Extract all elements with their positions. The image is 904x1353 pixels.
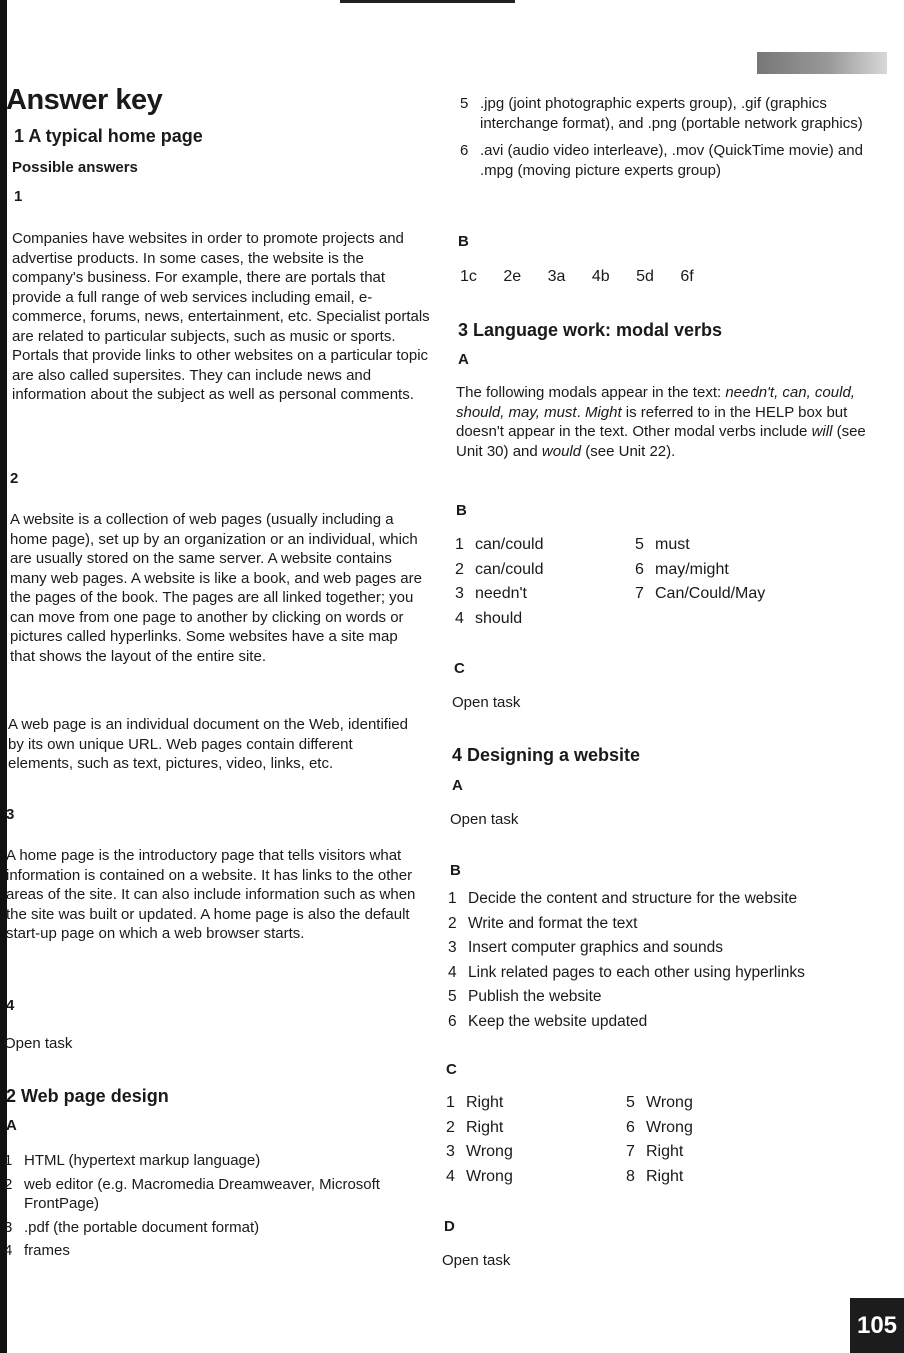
section-2-a-list [4,1151,424,1261]
item-text: Decide the content and structure for the website [468,890,798,907]
q1-label: 1 [14,188,23,205]
list-item [460,94,880,133]
text: is referred to in the HELP box but doesn't appear in the text. Other modal verbs include [456,403,848,440]
section-2-b-label: B [458,233,469,250]
item-number: 1 [4,1152,13,1169]
answer-item [446,1140,626,1165]
section-4-c-label: C [446,1061,457,1078]
answer-item [635,582,815,607]
answer-item [446,1091,626,1116]
section-4-c-answers [446,1091,806,1189]
item-number: 6 [626,1118,635,1136]
item-text: Right [466,1118,504,1136]
section-2-a-label: A [6,1117,17,1134]
item-number: 6 [460,142,469,159]
list-item [448,961,868,986]
item-text: Write and format the text [468,914,638,932]
item-number: 5 [626,1094,635,1111]
item-text: Insert computer graphics and sounds [468,939,724,956]
section-3-b-answers [455,533,815,631]
section-3-heading: 3 Language work: modal verbs [458,320,723,340]
section-1-heading: 1 A typical home page [14,126,203,146]
item-text: .jpg (joint photographic experts group), .gif (graphics interchange format), and .png (portable network graphics) [480,95,863,132]
answer: 6f [680,268,694,285]
item-number: 4 [4,1242,13,1259]
item-number: 3 [455,585,464,602]
item-text: must [655,536,690,553]
section-4-d-label: D [444,1218,455,1235]
answer-column-left [446,1091,626,1189]
answer-item [455,607,635,632]
answer-item [455,558,635,583]
q4-label: 4 [6,997,15,1014]
modal-word: will [811,423,833,440]
section-4-heading: 4 Designing a website [452,745,641,765]
answer-item [635,558,815,583]
item-text: Right [466,1094,504,1111]
page-title: Answer key [6,84,163,116]
item-number: 4 [446,1167,455,1185]
list-item [4,1175,424,1214]
text: (see Unit 30) and [456,423,866,460]
item-text: Right [646,1143,684,1160]
item-number: 2 [448,914,457,932]
section-4-a-answer: Open task [450,811,519,828]
item-number: 1 [455,536,464,553]
item-text: needn't [475,585,527,602]
answer-item [626,1140,806,1165]
answer-column-right [626,1091,806,1189]
list-item [448,912,868,937]
answer-item [626,1165,806,1190]
section-2-heading: 2 Web page design [6,1086,169,1106]
modal-word: Might [584,403,622,421]
answer: 2e [503,268,522,285]
q2-answer-b: A web page is an individual document on the Web, identified by its own unique URL. Web pages contain different elements, such as text, pictures, video, links, etc. [8,716,408,772]
item-number: 6 [635,560,644,578]
item-number: 8 [626,1167,635,1185]
text: The following modals appear in the text: [456,384,726,401]
answer: 5d [636,268,654,285]
section-4-d-answer: Open task [442,1252,511,1269]
answer-item [626,1116,806,1141]
answer-column-right [635,533,815,631]
text: . [576,403,585,421]
item-text: Keep the website updated [468,1012,648,1030]
section-3-c-label: C [454,660,465,677]
list-item [448,936,868,961]
section-3-b-label: B [456,502,467,519]
item-text: web editor (e.g. Macromedia Dreamweaver, Microsoft FrontPage) [24,1175,380,1212]
list-item [4,1218,424,1238]
item-number: 2 [446,1118,455,1136]
item-text: Wrong [646,1118,693,1136]
answer-item [455,533,635,558]
answer-item [446,1165,626,1190]
list-item [448,887,868,912]
item-number: 4 [448,963,457,981]
item-number: 2 [455,560,464,578]
section-3-a-label: A [458,351,469,368]
item-text: frames [24,1242,70,1259]
list-item [4,1151,424,1171]
answer: 1c [460,268,477,285]
section-2-a-list-cont [460,94,880,180]
item-number: 3 [4,1218,13,1236]
item-number: 3 [446,1143,455,1160]
item-text: .pdf (the portable document format) [24,1218,260,1236]
answer-item [635,533,815,558]
answer-item [455,582,635,607]
item-number: 3 [448,939,457,956]
item-text: should [475,609,523,627]
list-item [448,1010,868,1035]
item-number: 5 [635,536,644,553]
corner-tab [757,52,887,74]
q4-answer: Open task [4,1035,73,1052]
item-number: 5 [448,988,457,1005]
item-text: can/could [475,536,544,553]
section-2-b-answers [460,268,716,286]
page-number: 105 [850,1298,904,1353]
item-number: 5 [460,95,469,112]
item-number: 6 [448,1012,457,1030]
q2-answer-a: A website is a collection of web pages (usually including a home page), set up by an organization or an individual, which are usually stored on the same server. A website contains many web pages. A website is like a book, and web pages are the pages of the book. The pages are all linked together; you can move from one page to another by clicking on words or pictures called hyperlinks. Some websites have a site map that shows the layout of the entire site. [10,511,422,665]
item-text: Wrong [646,1094,693,1111]
list-item [460,141,880,180]
item-text: Right [646,1167,684,1185]
item-text: Wrong [466,1167,513,1185]
possible-answers-heading: Possible answers [12,159,138,176]
section-4-b-label: B [450,862,461,879]
section-3-c-answer: Open task [452,694,521,711]
item-number: 4 [455,609,464,627]
answer-item [446,1116,626,1141]
item-text: may/might [655,560,729,578]
answer-item [626,1091,806,1116]
text: (see Unit 22). [581,442,676,460]
item-number: 7 [635,585,644,602]
item-text: Link related pages to each other using hyperlinks [468,963,805,981]
section-4-b-list [448,887,868,1034]
list-item [4,1241,424,1261]
item-text: Can/Could/May [655,585,766,602]
item-number: 7 [626,1143,635,1160]
item-number: 2 [4,1175,13,1193]
answer-column-left [455,533,635,631]
item-text: Publish the website [468,988,602,1005]
item-number: 1 [448,890,457,907]
list-item [448,985,868,1010]
modals-list: needn't, can, could, should, may, must [456,384,855,421]
item-text: Wrong [466,1143,513,1160]
section-4-a-label: A [452,777,463,794]
q2-label: 2 [10,470,19,487]
section-3-a-answer [456,383,871,461]
q3-label: 3 [6,806,15,823]
modal-word: would [541,442,582,460]
item-text: .avi (audio video interleave), .mov (QuickTime movie) and .mpg (moving picture experts group) [480,142,863,179]
item-number: 1 [446,1094,455,1111]
answer: 4b [591,268,610,285]
answer: 3a [547,268,566,285]
top-rule [340,0,515,3]
q1-answer: Companies have websites in order to promote projects and advertise products. In some cases, the website is the company's business. For example, there are portals that provide a full range of web services including email, e-commerce, forums, news, entertainment, etc. Specialist portals are related to particular subjects, such as music or sports. Portals that provide links to other websites on a particular topic are also called supersites. They can include news and information about the subject as well as personal comments. [12,230,430,403]
q3-answer: A home page is the introductory page that tells visitors what information is contained on a website. It has links to the other areas of the site. It can also include information such as when the site was built or updated. A home page is also the default start-up page on which a web browser starts. [6,847,416,942]
item-text: HTML (hypertext markup language) [24,1152,261,1169]
item-text: can/could [475,560,544,578]
